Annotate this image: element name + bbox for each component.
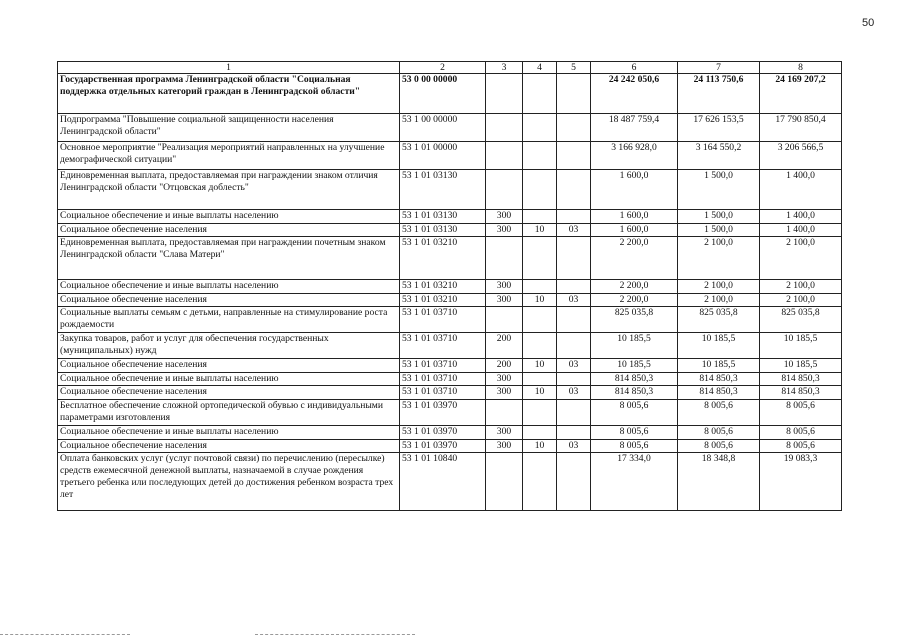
row-col3: 300: [486, 373, 523, 386]
row-col4: 10: [523, 294, 557, 307]
row-col5: [557, 237, 591, 280]
row-col3: 300: [486, 210, 523, 224]
row-amount-col8: 8 005,6: [760, 440, 842, 453]
row-code: 53 1 01 00000: [400, 142, 486, 170]
row-col5: [557, 74, 591, 114]
row-col5: 03: [557, 294, 591, 307]
row-amount-col7: 18 348,8: [678, 453, 760, 511]
row-col4: [523, 426, 557, 440]
row-name: Социальное обеспечение населения: [58, 386, 400, 400]
row-col3: 200: [486, 359, 523, 373]
row-amount-col6: 814 850,3: [591, 386, 678, 400]
row-col4: [523, 142, 557, 170]
row-amount-col6: 8 005,6: [591, 440, 678, 453]
row-amount-col8: 1 400,0: [760, 170, 842, 210]
row-code: 53 1 01 03210: [400, 280, 486, 294]
row-code: 53 1 01 03970: [400, 440, 486, 453]
row-name: Единовременная выплата, предоставляемая при награждении почетным знаком Ленинградской области "Слава Матери": [58, 237, 400, 280]
row-col3: [486, 74, 523, 114]
row-col3: 300: [486, 440, 523, 453]
row-amount-col8: 2 100,0: [760, 294, 842, 307]
row-col3: 300: [486, 426, 523, 440]
row-amount-col6: 2 200,0: [591, 280, 678, 294]
row-col4: [523, 373, 557, 386]
row-col4: [523, 237, 557, 280]
row-amount-col6: 10 185,5: [591, 359, 678, 373]
row-name: Социальное обеспечение и иные выплаты населению: [58, 280, 400, 294]
row-code: 53 1 00 00000: [400, 114, 486, 142]
row-col5: [557, 170, 591, 210]
row-col5: [557, 426, 591, 440]
row-code: 53 1 01 03130: [400, 224, 486, 237]
row-col4: 10: [523, 440, 557, 453]
row-col3: [486, 237, 523, 280]
table-row: [58, 114, 842, 142]
footer-divider: [255, 634, 415, 635]
row-amount-col8: 814 850,3: [760, 386, 842, 400]
row-amount-col8: 825 035,8: [760, 307, 842, 333]
row-amount-col6: 1 600,0: [591, 210, 678, 224]
table-row: [58, 170, 842, 210]
table-row: [58, 440, 842, 453]
row-col4: 10: [523, 224, 557, 237]
row-col5: [557, 114, 591, 142]
row-amount-col7: 10 185,5: [678, 333, 760, 359]
row-name: Социальное обеспечение населения: [58, 294, 400, 307]
column-header: 5: [557, 62, 591, 74]
row-col5: [557, 307, 591, 333]
row-col5: 03: [557, 359, 591, 373]
budget-table: [57, 61, 842, 511]
row-col3: [486, 453, 523, 511]
row-code: 53 1 01 03710: [400, 373, 486, 386]
row-amount-col7: 1 500,0: [678, 224, 760, 237]
row-col5: [557, 210, 591, 224]
column-header: 3: [486, 62, 523, 74]
row-amount-col8: 19 083,3: [760, 453, 842, 511]
table-row: [58, 294, 842, 307]
column-header: 4: [523, 62, 557, 74]
row-name: Единовременная выплата, предоставляемая при награждении знаком отличия Ленинградской области "Отцовская доблесть": [58, 170, 400, 210]
row-amount-col7: 3 164 550,2: [678, 142, 760, 170]
table-row: [58, 386, 842, 400]
table-row: [58, 453, 842, 511]
row-amount-col8: 8 005,6: [760, 400, 842, 426]
row-amount-col7: 8 005,6: [678, 440, 760, 453]
row-code: 53 1 01 03210: [400, 237, 486, 280]
table-row: [58, 307, 842, 333]
row-col4: [523, 170, 557, 210]
row-name: Социальное обеспечение и иные выплаты населению: [58, 373, 400, 386]
row-col3: [486, 142, 523, 170]
table-row: [58, 224, 842, 237]
row-col4: [523, 114, 557, 142]
row-code: 53 1 01 03710: [400, 359, 486, 373]
table-row: [58, 373, 842, 386]
column-header: 1: [58, 62, 400, 74]
row-col3: [486, 400, 523, 426]
row-amount-col6: 814 850,3: [591, 373, 678, 386]
row-col4: [523, 210, 557, 224]
row-col3: 300: [486, 280, 523, 294]
table-row: [58, 426, 842, 440]
row-col3: 300: [486, 224, 523, 237]
row-code: 53 1 01 03970: [400, 400, 486, 426]
row-amount-col8: 814 850,3: [760, 373, 842, 386]
row-amount-col6: 8 005,6: [591, 400, 678, 426]
row-name: Социальное обеспечение и иные выплаты населению: [58, 210, 400, 224]
row-amount-col8: 8 005,6: [760, 426, 842, 440]
row-amount-col7: 825 035,8: [678, 307, 760, 333]
row-col4: [523, 280, 557, 294]
row-col3: [486, 307, 523, 333]
page-number: 50: [862, 17, 875, 29]
row-amount-col7: 2 100,0: [678, 237, 760, 280]
row-amount-col6: 2 200,0: [591, 294, 678, 307]
table-row: [58, 237, 842, 280]
footer-divider: [0, 634, 130, 635]
row-col3: [486, 114, 523, 142]
row-code: 53 1 01 03970: [400, 426, 486, 440]
row-name: Государственная программа Ленинградской области "Социальная поддержка отдельных категорий граждан в Ленинградской области": [58, 74, 400, 114]
row-col3: [486, 170, 523, 210]
row-amount-col8: 17 790 850,4: [760, 114, 842, 142]
row-col4: [523, 307, 557, 333]
table-body: [58, 74, 842, 511]
row-amount-col7: 1 500,0: [678, 170, 760, 210]
header-row: [58, 62, 842, 74]
column-header: 7: [678, 62, 760, 74]
row-amount-col8: 10 185,5: [760, 333, 842, 359]
row-amount-col6: 10 185,5: [591, 333, 678, 359]
row-amount-col8: 10 185,5: [760, 359, 842, 373]
row-col5: [557, 280, 591, 294]
row-amount-col7: 24 113 750,6: [678, 74, 760, 114]
row-amount-col7: 10 185,5: [678, 359, 760, 373]
row-code: 53 1 01 03130: [400, 210, 486, 224]
row-amount-col8: 2 100,0: [760, 280, 842, 294]
row-col5: [557, 142, 591, 170]
row-amount-col7: 8 005,6: [678, 426, 760, 440]
row-amount-col8: 24 169 207,2: [760, 74, 842, 114]
row-col5: 03: [557, 440, 591, 453]
row-col4: [523, 333, 557, 359]
row-code: 53 1 01 10840: [400, 453, 486, 511]
row-col3: 200: [486, 333, 523, 359]
row-amount-col6: 1 600,0: [591, 224, 678, 237]
row-col5: [557, 453, 591, 511]
row-amount-col6: 825 035,8: [591, 307, 678, 333]
row-amount-col6: 1 600,0: [591, 170, 678, 210]
row-amount-col6: 18 487 759,4: [591, 114, 678, 142]
row-col4: 10: [523, 359, 557, 373]
row-amount-col6: 17 334,0: [591, 453, 678, 511]
row-amount-col7: 814 850,3: [678, 373, 760, 386]
row-amount-col6: 24 242 050,6: [591, 74, 678, 114]
row-name: Оплата банковских услуг (услуг почтовой связи) по перечислению (пересылке) средств ежемесячной денежной выплаты, назначаемой в случае рождения третьего ребенка или последующих детей до достижения ребенком возраста трех лет: [58, 453, 400, 511]
row-code: 53 1 01 03710: [400, 386, 486, 400]
row-amount-col7: 814 850,3: [678, 386, 760, 400]
row-amount-col7: 17 626 153,5: [678, 114, 760, 142]
row-name: Закупка товаров, работ и услуг для обеспечения государственных (муниципальных) нужд: [58, 333, 400, 359]
row-name: Социальное обеспечение населения: [58, 440, 400, 453]
row-code: 53 0 00 00000: [400, 74, 486, 114]
row-amount-col7: 2 100,0: [678, 280, 760, 294]
row-amount-col6: 8 005,6: [591, 426, 678, 440]
row-col5: 03: [557, 386, 591, 400]
row-amount-col7: 1 500,0: [678, 210, 760, 224]
row-col4: [523, 453, 557, 511]
table-row: [58, 333, 842, 359]
row-col5: [557, 333, 591, 359]
row-code: 53 1 01 03210: [400, 294, 486, 307]
column-header: 6: [591, 62, 678, 74]
row-col4: 10: [523, 386, 557, 400]
row-col3: 300: [486, 386, 523, 400]
row-name: Социальное обеспечение населения: [58, 224, 400, 237]
row-amount-col8: 1 400,0: [760, 210, 842, 224]
row-amount-col7: 8 005,6: [678, 400, 760, 426]
row-code: 53 1 01 03130: [400, 170, 486, 210]
row-amount-col8: 2 100,0: [760, 237, 842, 280]
table-row: [58, 142, 842, 170]
column-header: 8: [760, 62, 842, 74]
row-name: Социальные выплаты семьям с детьми, направленные на стимулирование роста рождаемости: [58, 307, 400, 333]
row-name: Основное мероприятие "Реализация мероприятий направленных на улучшение демографической ситуации": [58, 142, 400, 170]
row-amount-col8: 3 206 566,5: [760, 142, 842, 170]
row-col4: [523, 400, 557, 426]
row-amount-col8: 1 400,0: [760, 224, 842, 237]
row-col3: 300: [486, 294, 523, 307]
row-col5: [557, 373, 591, 386]
table-row: [58, 280, 842, 294]
row-name: Бесплатное обеспечение сложной ортопедической обувью с индивидуальными параметрами изготовления: [58, 400, 400, 426]
row-col5: [557, 400, 591, 426]
row-col4: [523, 74, 557, 114]
row-col5: 03: [557, 224, 591, 237]
table-row: [58, 400, 842, 426]
row-name: Подпрограмма "Повышение социальной защищенности населения Ленинградской области": [58, 114, 400, 142]
table-row: [58, 74, 842, 114]
row-code: 53 1 01 03710: [400, 333, 486, 359]
table-row: [58, 359, 842, 373]
row-amount-col7: 2 100,0: [678, 294, 760, 307]
row-name: Социальное обеспечение и иные выплаты населению: [58, 426, 400, 440]
row-amount-col6: 3 166 928,0: [591, 142, 678, 170]
table-row: [58, 210, 842, 224]
column-header: 2: [400, 62, 486, 74]
row-name: Социальное обеспечение населения: [58, 359, 400, 373]
row-code: 53 1 01 03710: [400, 307, 486, 333]
row-amount-col6: 2 200,0: [591, 237, 678, 280]
